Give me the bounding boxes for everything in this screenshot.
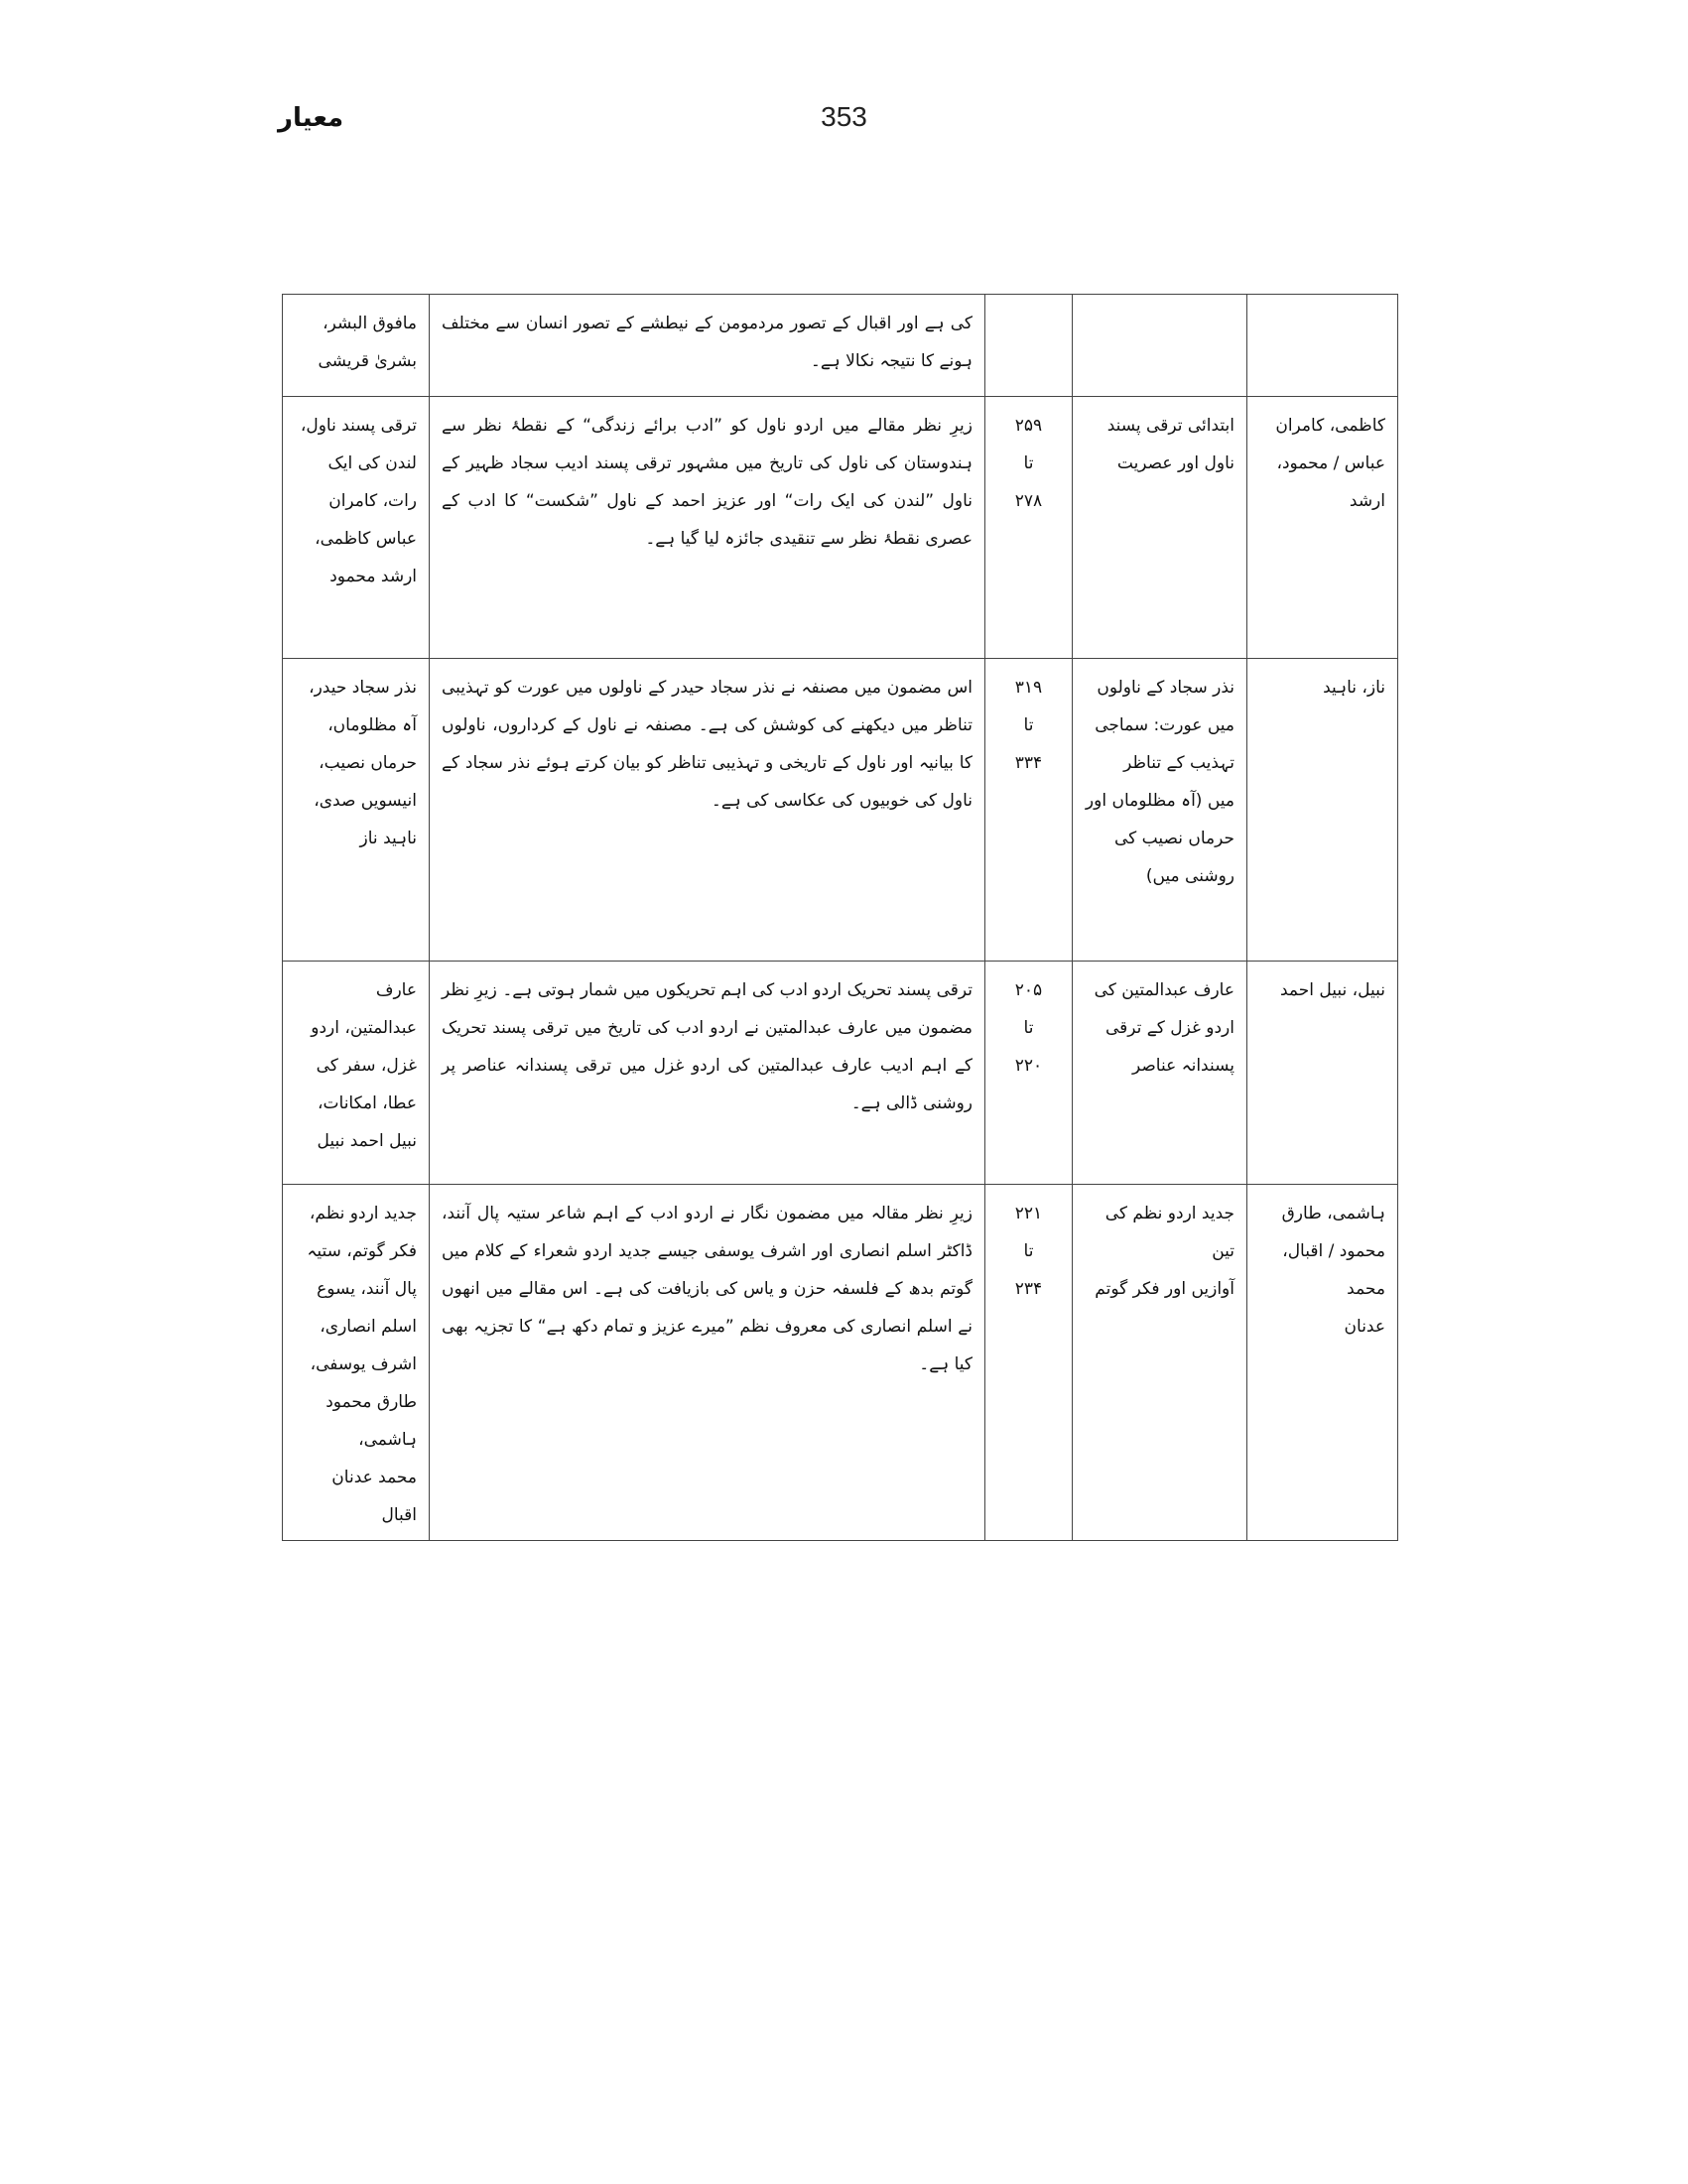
pages-cell: ۲۵۹ تا ۲۷۸ (985, 397, 1073, 659)
table-row (283, 295, 1398, 397)
title-cell: نذر سجاد کے ناولوں میں عورت: سماجی تہذیب کے تناظر میں (آہ مظلوماں اور حرماں نصیب کی روشنی میں) (1073, 659, 1247, 962)
pages-cell: ۳۱۹ تا ۳۳۴ (985, 659, 1073, 962)
table-row (283, 1185, 1398, 1541)
summary-cell: کی ہے اور اقبال کے تصور مردمومن کے نیطشے کے تصور انسان سے مختلف ہونے کا نتیجہ نکالا ہے۔ (430, 295, 985, 397)
table-row (283, 397, 1398, 659)
author-cell: نبیل، نبیل احمد (1247, 962, 1398, 1185)
title-cell (1073, 295, 1247, 397)
table-row (283, 659, 1398, 962)
title-cell: عارف عبدالمتین کی اردو غزل کے ترقی پسندانہ عناصر (1073, 962, 1247, 1185)
keywords-cell: نذر سجاد حیدر، آہ مظلوماں، حرماں نصیب، انیسویں صدی، ناہید ناز (283, 659, 430, 962)
page-number: 353 (821, 101, 867, 132)
journal-name: معیار (278, 103, 344, 133)
keywords-cell: جدید اردو نظم، فکر گوتم، ستیہ پال آنند، یسوع اسلم انصاری، اشرف یوسفی، طارق محمود ہاشمی، محمد عدنان اقبال (283, 1185, 430, 1541)
author-cell: کاظمی، کامران عباس / محمود، ارشد (1247, 397, 1398, 659)
author-cell: ہاشمی، طارق محمود / اقبال، محمد عدنان (1247, 1185, 1398, 1541)
title-cell: ابتدائی ترقی پسند ناول اور عصریت (1073, 397, 1247, 659)
title-cell: جدید اردو نظم کی تین آوازیں اور فکر گوتم (1073, 1185, 1247, 1541)
table-row (283, 962, 1398, 1185)
summary-cell: زیرِ نظر مقالے میں اردو ناول کو ”ادب برائے زندگی“ کے نقطۂ نظر سے ہندوستان کی ناول کی تاریخ میں مشہور ترقی پسند ادیب سجاد ظہیر کے ناول ”لندن کی ایک رات“ اور عزیز احمد کے ناول ”شکست“ کا ادب کے عصری نقطۂ نظر سے تنقیدی جائزہ لیا گیا ہے۔ (430, 397, 985, 659)
keywords-cell: عارف عبدالمتین، اردو غزل، سفر کی عطا، امکانات، نبیل احمد نبیل (283, 962, 430, 1185)
author-cell (1247, 295, 1398, 397)
pages-cell (985, 295, 1073, 397)
summary-cell: ترقی پسند تحریک اردو ادب کی اہم تحریکوں میں شمار ہوتی ہے۔ زیرِ نظر مضمون میں عارف عبدالمتین نے اردو ادب کی تاریخ میں ترقی پسند تحریک کے اہم ادیب عارف عبدالمتین کی اردو غزل میں ترقی پسندانہ عناصر پر روشنی ڈالی ہے۔ (430, 962, 985, 1185)
keywords-cell: مافوق البشر، بشریٰ قریشی (283, 295, 430, 397)
summary-cell: زیرِ نظر مقالہ میں مضمون نگار نے اردو ادب کے اہم شاعر ستیہ پال آنند، ڈاکٹر اسلم انصاری اور اشرف یوسفی جیسے جدید اردو شعراء کے کلام میں گوتم بدھ کے فلسفہ حزن و یاس کی بازیافت کی ہے۔ اس مقالے میں انھوں نے اسلم انصاری کی معروف نظم ”میرے عزیز و تمام دکھ ہے“ کا تجزیہ بھی کیا ہے۔ (430, 1185, 985, 1541)
author-cell: ناز، ناہید (1247, 659, 1398, 962)
pages-cell: ۲۲۱ تا ۲۳۴ (985, 1185, 1073, 1541)
articles-table (282, 294, 1398, 1541)
summary-cell: اس مضمون میں مصنفہ نے نذر سجاد حیدر کے ناولوں میں عورت کو تہذیبی تناظر میں دیکھنے کی کوشش کی ہے۔ مصنفہ نے ناول کے کرداروں، ناولوں کا بیانیہ اور ناول کے تاریخی و تہذیبی تناظر کو بیان کرتے ہوئے نذر سجاد کے ناول کی خوبیوں کی عکاسی کی ہے۔ (430, 659, 985, 962)
keywords-cell: ترقی پسند ناول، لندن کی ایک رات، کامران عباس کاظمی، ارشد محمود (283, 397, 430, 659)
pages-cell: ۲۰۵ تا ۲۲۰ (985, 962, 1073, 1185)
